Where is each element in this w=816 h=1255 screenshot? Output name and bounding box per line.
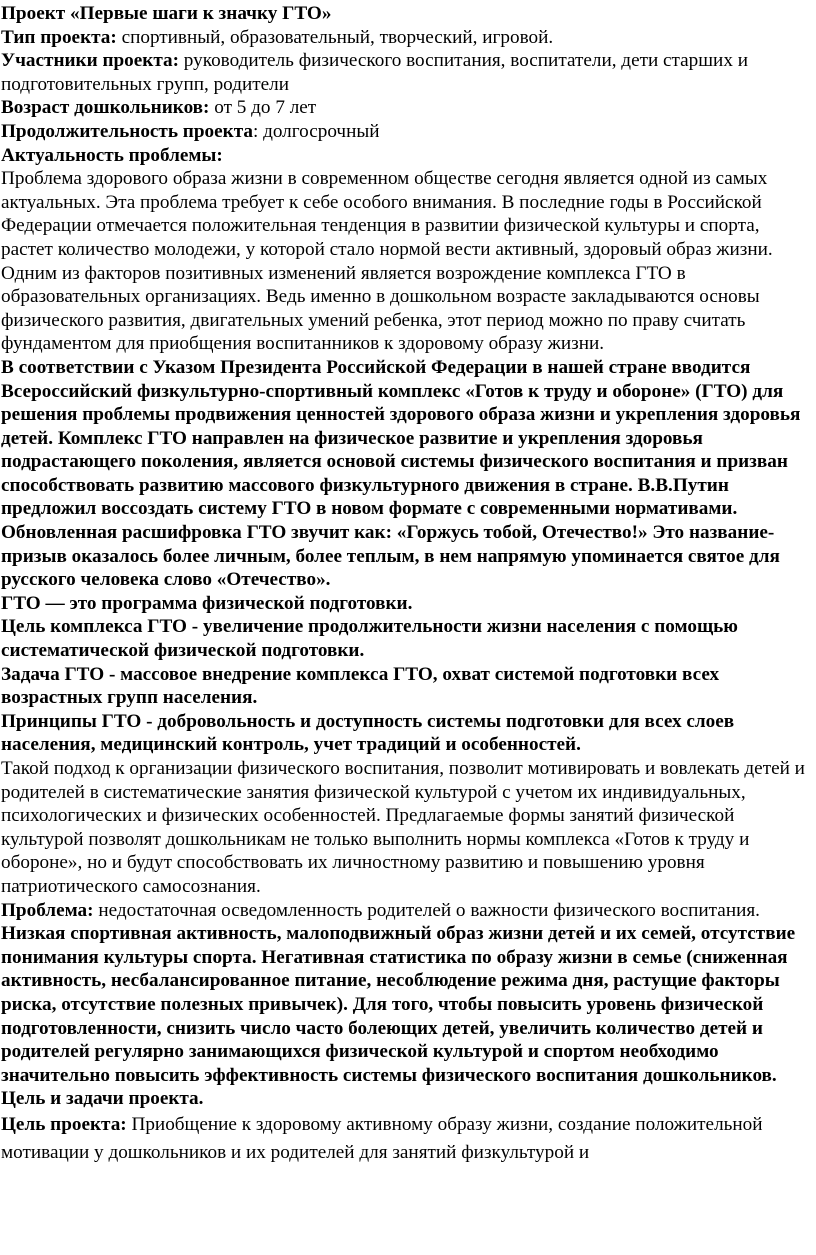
age-value: от 5 до 7 лет (209, 97, 317, 119)
participants-value: руководитель физического воспитания, воспитатели, дети старших и подготовительных групп, родители (1, 50, 748, 95)
gto-task-paragraph: Задача ГТО - массовое внедрение комплекса ГТО, охват системой подготовки всех возрастных групп населения. (1, 663, 720, 709)
problem-paragraph (1, 899, 816, 1088)
problem-label: Проблема: (1, 899, 94, 921)
duration-value: : долгосрочный (252, 120, 380, 142)
project-type-label: Тип проекта: (1, 26, 117, 48)
project-goal-paragraph (1, 1111, 816, 1167)
decree-paragraph: В соответствии с Указом Президента Российской Федерации в нашей стране вводится Всероссийский физкультурно-спортивный комплекс «Готов к труду и обороне» (ГТО) для решения проблемы продвижения ценностей здорового образа жизни и укрепления здоровья детей. Комплекс ГТО направлен на физическое развитие и укрепления здоровья подрастающего поколения, является основой системы физического воспитания и призван способствовать развитию массового физкультурного движения в стране. В.В.Путин предложил воссоздать систему ГТО в новом формате с современными нормативами. Обновленная расшифровка ГТО звучит как: «Горжусь тобой, Отечество!» Это название-призыв оказалось более личным, более теплым, в нем напрямую упоминается святое для русского человека слово «Отечество». (1, 356, 801, 591)
relevance-paragraph: Проблема здорового образа жизни в современном обществе сегодня является одной из самых актуальных. Эта проблема требует к себе особого внимания. В последние годы в Российской Федерации отмечается положительная тенденция в развитии физической культуры и спорта, растет количество молодежи, у которой стало нормой вести активный, здоровый образ жизни. Одним из факторов позитивных изменений является возрождение комплекса ГТО в образовательных организациях. Ведь именно в дошкольном возрасте закладываются основы физического развития, двигательных умений ребенка, этот период можно по праву считать фундаментом для приобщения воспитанников к здоровому образу жизни. (1, 168, 773, 355)
project-type-line (1, 26, 816, 50)
duration-line (1, 120, 816, 144)
project-goal-label: Цель проекта: (1, 1113, 127, 1135)
age-line (1, 96, 816, 120)
goals-heading: Цель и задачи проекта. (1, 1088, 204, 1110)
participants-line (1, 49, 816, 96)
document-title: Проект «Первые шаги к значку ГТО» (1, 3, 332, 24)
gto-program-paragraph: ГТО — это программа физической подготовки. (1, 592, 413, 614)
relevance-heading: Актуальность проблемы: (1, 144, 223, 166)
duration-label: Продолжительность проекта (1, 120, 253, 142)
participants-label: Участники проекта: (1, 50, 179, 72)
problem-value-bold: Низкая спортивная активность, малоподвижный образ жизни детей и их семей, отсутствие понимания культуры спорта. Негативная статистика по образу жизни в семье (сниженная активность, несбалансированное питание, несоблюдение режима дня, растущие факторы риска, отсутствие полезных привычек). Для того, чтобы повысить уровень физической подготовленности, снизить число часто болеющих детей, увеличить количество детей и родителей регулярно занимающихся физической культурой и спортом необходимо значительно повысить эффективность системы физического воспитания дошкольников. (1, 923, 796, 1086)
gto-principles-paragraph: Принципы ГТО - добровольность и доступность системы подготовки для всех слоев населения, медицинский контроль, учет традиций и особенностей. (1, 710, 735, 756)
problem-value-regular: недостаточная осведомленность родителей о важности физического воспитания. (93, 899, 760, 921)
age-label: Возраст дошкольников: (1, 97, 210, 119)
project-goal-value: Приобщение к здоровому активному образу жизни, создание положительной мотивации у дошкольников и их родителей для занятий физкультурой и (1, 1113, 763, 1163)
gto-goal-paragraph: Цель комплекса ГТО - увеличение продолжительности жизни населения с помощью систематической физической подготовки. (1, 616, 738, 662)
approach-paragraph: Такой подход к организации физического воспитания, позволит мотивировать и вовлекать детей и родителей в систематические занятия физической культурой с учетом их индивидуальных, психологических и физических особенностей. Предлагаемые формы занятий физической культурой позволят дошкольникам не только выполнить нормы комплекса «Готов к труду и обороне», но и будут способствовать их личностному развитию и повышению уровня патриотического самосознания. (1, 758, 805, 897)
project-type-value: спортивный, образовательный, творческий, игровой. (116, 26, 554, 48)
